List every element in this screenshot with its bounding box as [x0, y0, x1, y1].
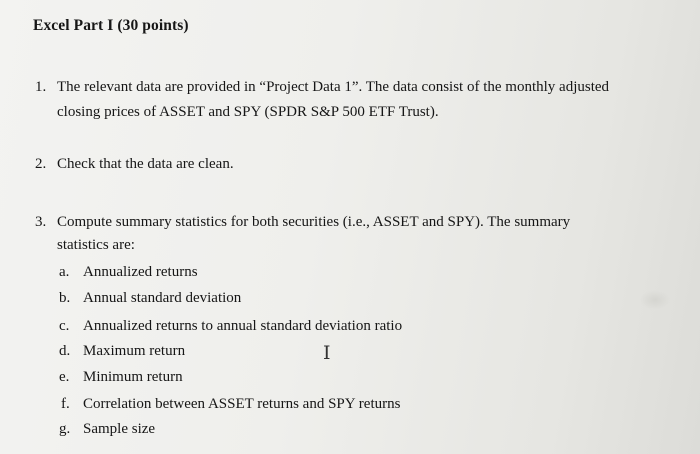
item-2-line-1: Check that the data are clean. — [57, 156, 234, 172]
subitem-g-text: Sample size — [83, 421, 156, 437]
subitem-e-letter: e. — [59, 369, 70, 385]
subitem-a-letter: a. — [59, 264, 70, 280]
page-title: Excel Part I (30 points) — [33, 17, 189, 34]
subitem-f-letter: f. — [61, 396, 70, 412]
subitem-e-text: Minimum return — [83, 369, 183, 385]
subitem-c-text: Annualized returns to annual standard deviation ratio — [83, 318, 403, 334]
item-1-line-1: The relevant data are provided in “Project Data 1”. The data consist of the monthly adjusted — [57, 79, 610, 95]
light-glare — [640, 290, 670, 310]
subitem-d-text: Maximum return — [83, 343, 186, 359]
item-3-number: 3. — [35, 214, 47, 230]
text-cursor-icon: I — [323, 342, 331, 364]
subitem-f-text: Correlation between ASSET returns and SPY returns — [83, 396, 401, 412]
item-3-line-2: statistics are: — [57, 237, 135, 253]
subitem-g-letter: g. — [59, 421, 71, 437]
subitem-d-letter: d. — [59, 343, 71, 359]
subitem-b-text: Annual standard deviation — [83, 290, 242, 306]
item-2-number: 2. — [35, 156, 47, 172]
subitem-b-letter: b. — [59, 290, 71, 306]
item-1-line-2: closing prices of ASSET and SPY (SPDR S&P 500 ETF Trust). — [57, 104, 439, 120]
subitem-a-text: Annualized returns — [83, 264, 198, 280]
item-3-line-1: Compute summary statistics for both securities (i.e., ASSET and SPY). The summary — [57, 214, 571, 230]
subitem-c-letter: c. — [59, 318, 70, 334]
item-1-number: 1. — [35, 79, 47, 95]
